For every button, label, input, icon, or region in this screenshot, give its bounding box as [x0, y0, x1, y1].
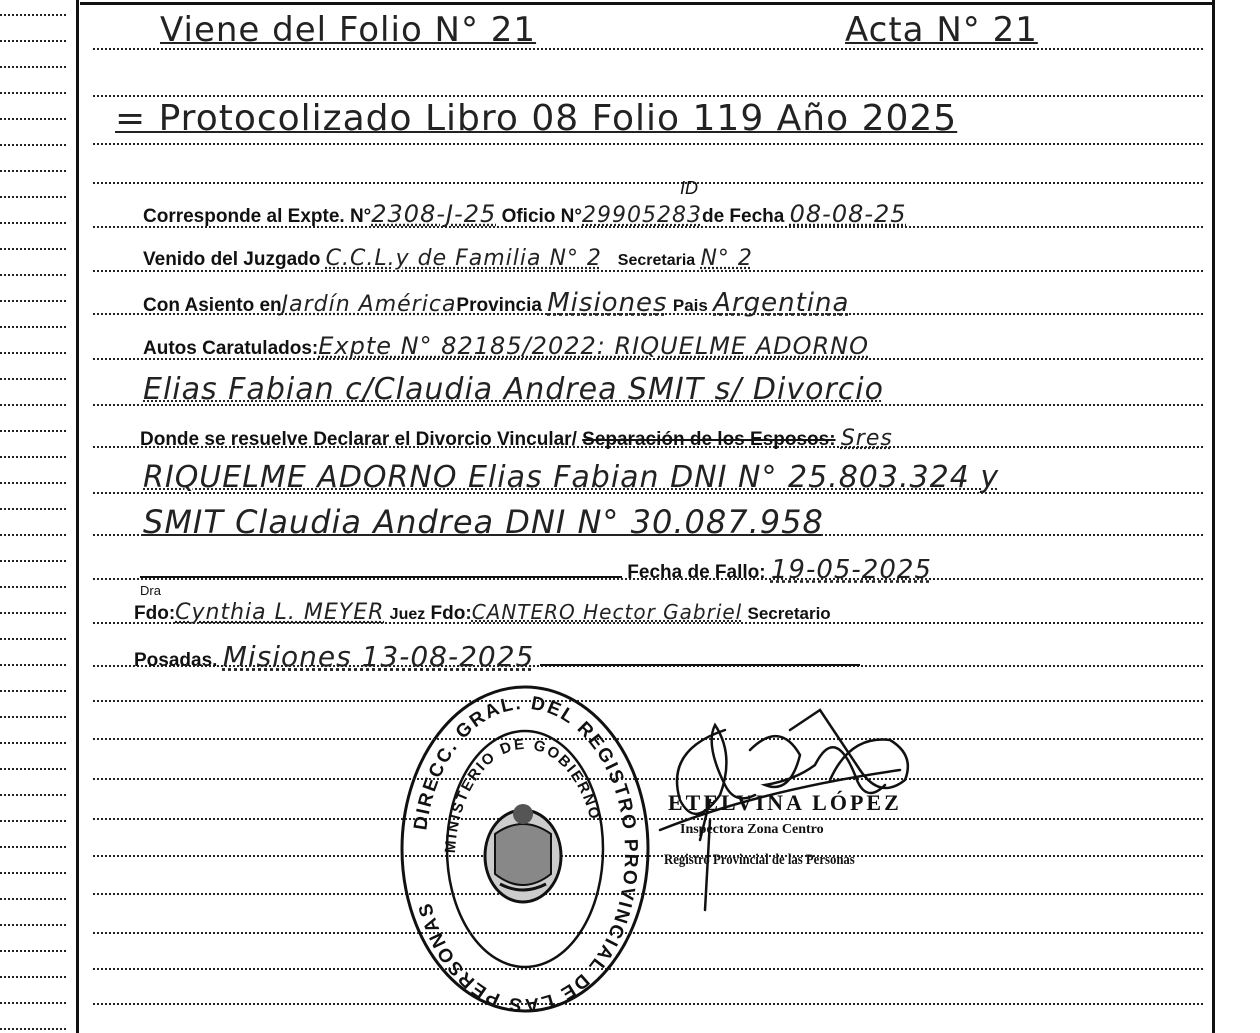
names-line-2: SMIT Claudia Andrea DNI N° 30.087.958	[143, 503, 824, 541]
margin-dot-line	[0, 976, 66, 978]
margin-dot-line	[0, 534, 66, 536]
margin-dot-line	[0, 794, 66, 796]
margin-dot-line	[0, 508, 66, 510]
margin-dot-line	[0, 170, 66, 172]
fdo2-label: Fdo:	[430, 603, 472, 624]
signer-role: Inspectora Zona Centro	[680, 822, 824, 837]
left-margin	[0, 0, 70, 1033]
fecha-label: de Fecha	[701, 206, 785, 227]
top-rule	[80, 2, 1214, 5]
secretaria-value: N° 2	[700, 246, 753, 271]
margin-dot-line	[0, 768, 66, 770]
signer-name: ETELVINA LÓPEZ	[668, 790, 902, 815]
fallo-blank	[140, 556, 622, 578]
fdo-label: Fdo:	[134, 603, 176, 624]
margin-dot-line	[0, 352, 66, 354]
juez-label: Juez	[389, 606, 426, 623]
margin-dot-line	[0, 638, 66, 640]
donde-label: Donde se resuelve Declarar el Divorcio Vincular/	[140, 429, 577, 450]
pais-value: Argentina	[713, 288, 850, 318]
margin-dot-line	[0, 560, 66, 562]
margin-dot-line	[0, 742, 66, 744]
oficio-label: Oficio N°	[501, 206, 582, 227]
lugar-value: Misiones 13-08-2025	[222, 640, 535, 673]
margin-dot-line	[0, 378, 66, 380]
margin-dot-line	[0, 430, 66, 432]
margin-dot-line	[0, 1002, 66, 1004]
coat-of-arms-icon	[485, 804, 561, 902]
margin-dot-line	[0, 950, 66, 952]
margin-dot-line	[0, 716, 66, 718]
autos-line	[143, 332, 869, 360]
asiento-value: Jardín América	[281, 292, 457, 317]
margin-dot-line	[0, 118, 66, 120]
margin-dot-line	[0, 664, 66, 666]
margin-dot-line	[0, 66, 66, 68]
secretario-value: CANTERO Hector Gabriel	[471, 600, 743, 624]
margin-dot-line	[0, 248, 66, 250]
donde-value: Sres	[840, 426, 893, 451]
margin-dot-line	[0, 274, 66, 276]
donde-line	[140, 426, 893, 451]
margin-dot-line	[0, 326, 66, 328]
asiento-label: Con Asiento en	[143, 295, 282, 316]
autos-label: Autos Caratulados:	[143, 338, 319, 359]
fdo-prefix: Dra	[140, 583, 161, 598]
margin-dot-line	[0, 846, 66, 848]
expte-line	[143, 200, 907, 228]
expte-label: Corresponde al Expte. N°	[143, 206, 372, 227]
ruled-dot-line	[93, 143, 1203, 145]
margin-dot-line	[0, 1028, 66, 1030]
expte-value: 2308-J-25	[371, 200, 497, 228]
margin-dot-line	[0, 872, 66, 874]
secretaria-label: Secretaria	[617, 252, 696, 269]
margin-dot-line	[0, 690, 66, 692]
provincia-label: Provincia	[456, 295, 542, 316]
margin-dot-line	[0, 612, 66, 614]
signer-org: Registro Provincial de las Personas	[664, 852, 855, 868]
asiento-line	[143, 288, 849, 318]
ruled-dot-line	[93, 182, 1203, 184]
fdo-line	[134, 600, 831, 625]
donde-struck: Separación de los Esposos:	[582, 429, 836, 450]
seal-outer-text: DIRECC. GRAL. DEL REGISTRO PROVINCIAL DE LAS PERSONAS	[410, 692, 642, 1014]
margin-dot-line	[0, 92, 66, 94]
ruled-dot-line	[93, 95, 1203, 97]
secretario-label: Secretario	[747, 604, 831, 623]
pais-label: Pais	[672, 296, 708, 315]
autos-value-1: Expte N° 82185/2022: RIQUELME ADORNO	[318, 332, 870, 360]
margin-dot-line	[0, 300, 66, 302]
folio-text: Viene del Folio N° 21	[160, 10, 537, 50]
juez-value: Cynthia L. MEYER	[175, 600, 385, 625]
fallo-label: Fecha de Fallo:	[627, 562, 766, 583]
juzgado-value: C.C.L.y de Familia N° 2	[325, 246, 602, 271]
lugar-line	[134, 640, 860, 673]
margin-dot-line	[0, 924, 66, 926]
id-mark: ID	[680, 178, 698, 198]
provincia-value: Misiones	[547, 288, 668, 318]
seal-inner-text: MINISTERIO DE GOBIERNO	[441, 735, 604, 854]
fecha-value: 08-08-25	[789, 200, 907, 228]
right-rule	[1212, 0, 1215, 1033]
margin-dot-line	[0, 482, 66, 484]
oficio-value: 29905283	[582, 203, 702, 228]
official-seal	[400, 684, 650, 1014]
margin-rule	[76, 0, 79, 1033]
margin-dot-line	[0, 404, 66, 406]
juzgado-line	[143, 246, 753, 271]
protocol-text: = Protocolizado Libro 08 Folio 119 Año 2025	[115, 98, 958, 139]
margin-dot-line	[0, 820, 66, 822]
acta-text: Acta N° 21	[845, 10, 1038, 50]
lugar-blank	[540, 654, 860, 666]
lugar-label: Posadas.	[134, 650, 218, 671]
margin-dot-line	[0, 898, 66, 900]
autos-value-2: Elias Fabian c/Claudia Andrea SMIT s/ Divorcio	[143, 372, 884, 407]
fallo-line	[140, 555, 932, 585]
margin-dot-line	[0, 144, 66, 146]
juzgado-label: Venido del Juzgado	[143, 249, 321, 270]
names-line-1: RIQUELME ADORNO Elias Fabian DNI N° 25.803.324 y	[143, 460, 1000, 495]
margin-dot-line	[0, 14, 66, 16]
margin-dot-line	[0, 456, 66, 458]
margin-dot-line	[0, 40, 66, 42]
margin-dot-line	[0, 586, 66, 588]
fallo-value: 19-05-2025	[770, 555, 932, 585]
margin-dot-line	[0, 196, 66, 198]
margin-dot-line	[0, 222, 66, 224]
